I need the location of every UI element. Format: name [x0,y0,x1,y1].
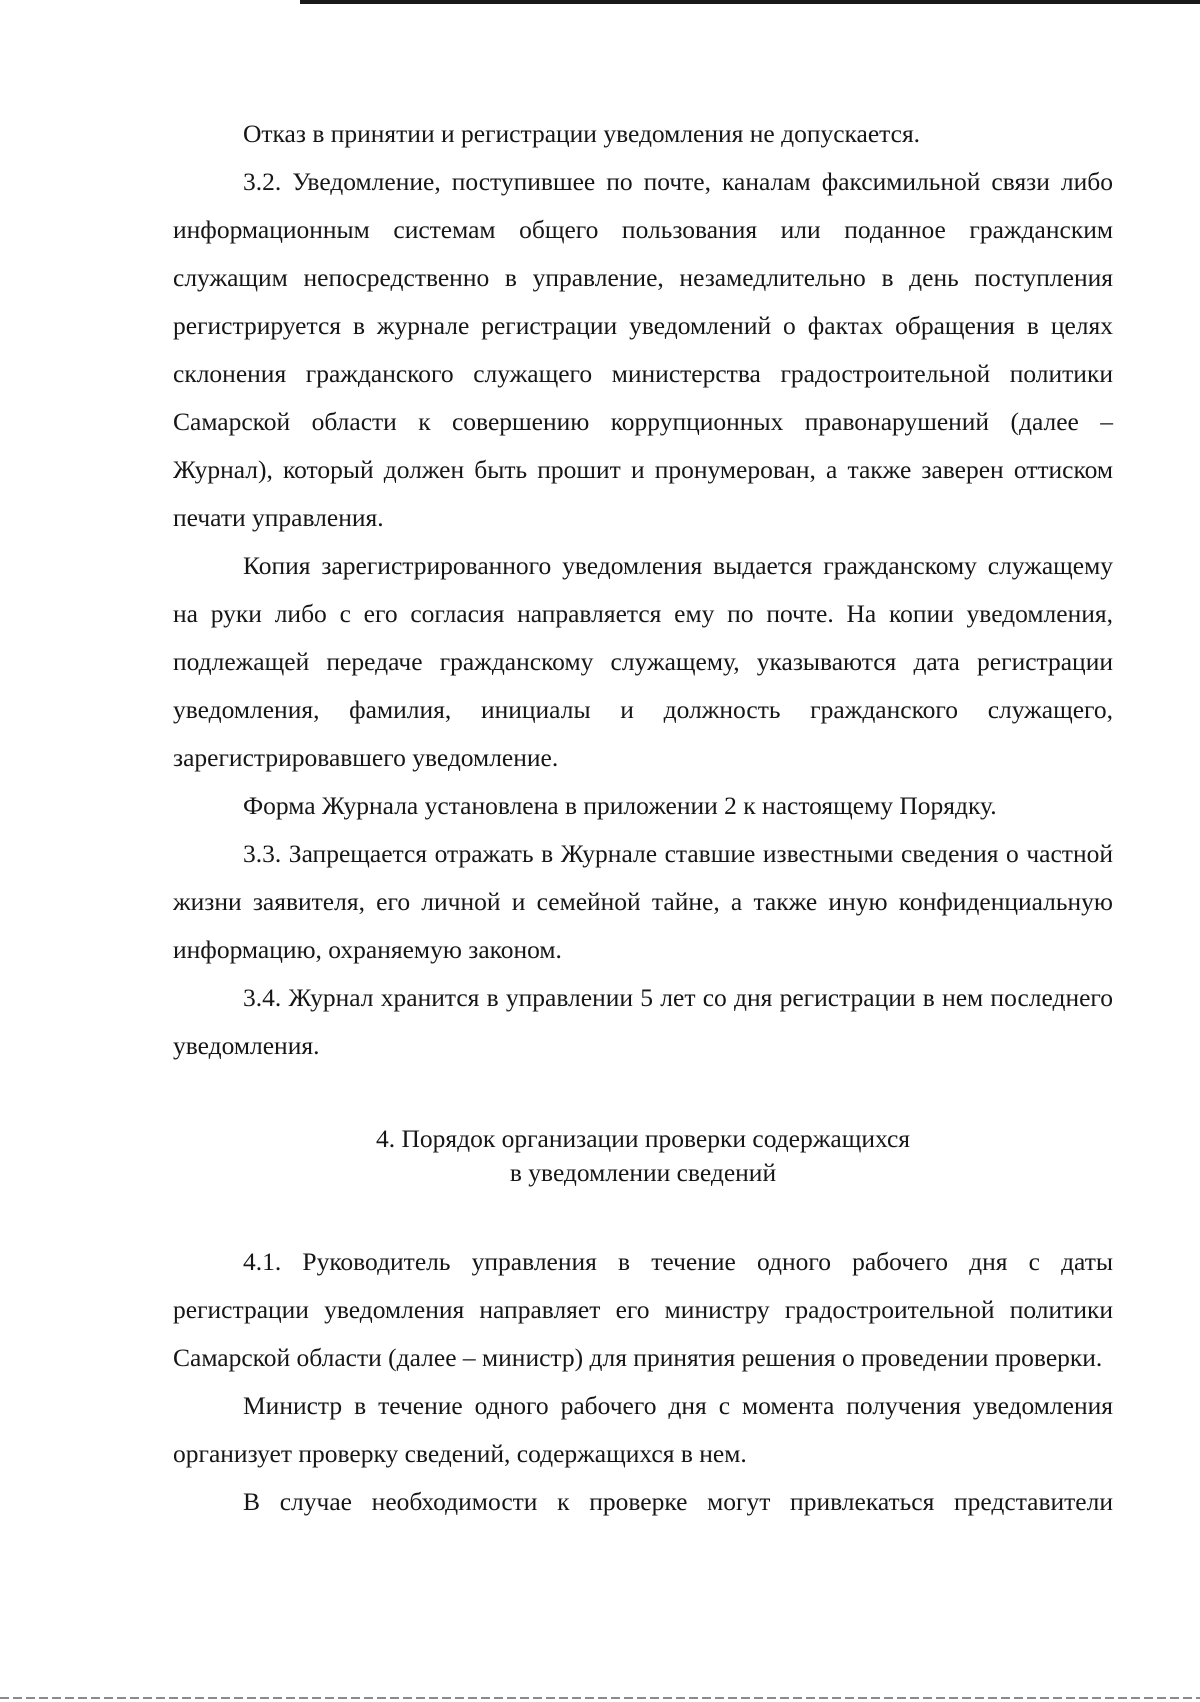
paragraph-4-1: 4.1. Руководитель управления в течение одного рабочего дня с даты регистрации уведомления направляет его министру градостроительной политики Самарской области (далее – министр) для принятия решения о проведении проверки. [173,1247,1113,1372]
paragraph-3-4: 3.4. Журнал хранится в управлении 5 лет со дня регистрации в нем последнего уведомления. [173,983,1113,1060]
paragraph-representatives: В случае необходимости к проверке могут привлекаться представители [243,1487,1113,1516]
section-heading-line-1: 4. Порядок организации проверки содержащихся [375,1124,911,1153]
scan-edge-top [300,0,1200,4]
section-heading-line-2: в уведомлении сведений [509,1158,777,1187]
section-heading-4 [173,1122,1113,1190]
document-body [173,110,1113,1526]
paragraph-refusal-not-allowed: Отказ в принятии и регистрации уведомления не допускается. [243,119,921,148]
paragraph-journal-form: Форма Журнала установлена в приложении 2 к настоящему Порядку. [243,791,997,820]
scan-edge-bottom [0,1697,1200,1699]
paragraph-copy-issued: Копия зарегистрированного уведомления выдается гражданскому служащему на руки либо с его согласия направляется ему по почте. На копии уведомления, подлежащей передаче гражданскому служащему, указываются дата регистрации уведомления, фамилия, инициалы и должность гражданского служащего, зарегистрировавшего уведомление. [173,551,1113,772]
paragraph-3-2: 3.2. Уведомление, поступившее по почте, каналам факсимильной связи либо информационным системам общего пользования или поданное гражданским служащим непосредственно в управление, незамедлительно в день поступления регистрируется в журнале регистрации уведомлений о фактах обращения в целях склонения гражданского служащего министерства градостроительной политики Самарской области к совершению коррупционных правонарушений (далее – Журнал), который должен быть прошит и пронумерован, а также заверен оттиском печати управления. [173,167,1113,532]
paragraph-3-3: 3.3. Запрещается отражать в Журнале ставшие известными сведения о частной жизни заявителя, его личной и семейной тайне, а также иную конфиденциальную информацию, охраняемую законом. [173,839,1113,964]
paragraph-minister-check: Министр в течение одного рабочего дня с момента получения уведомления организует проверку сведений, содержащихся в нем. [173,1391,1113,1468]
